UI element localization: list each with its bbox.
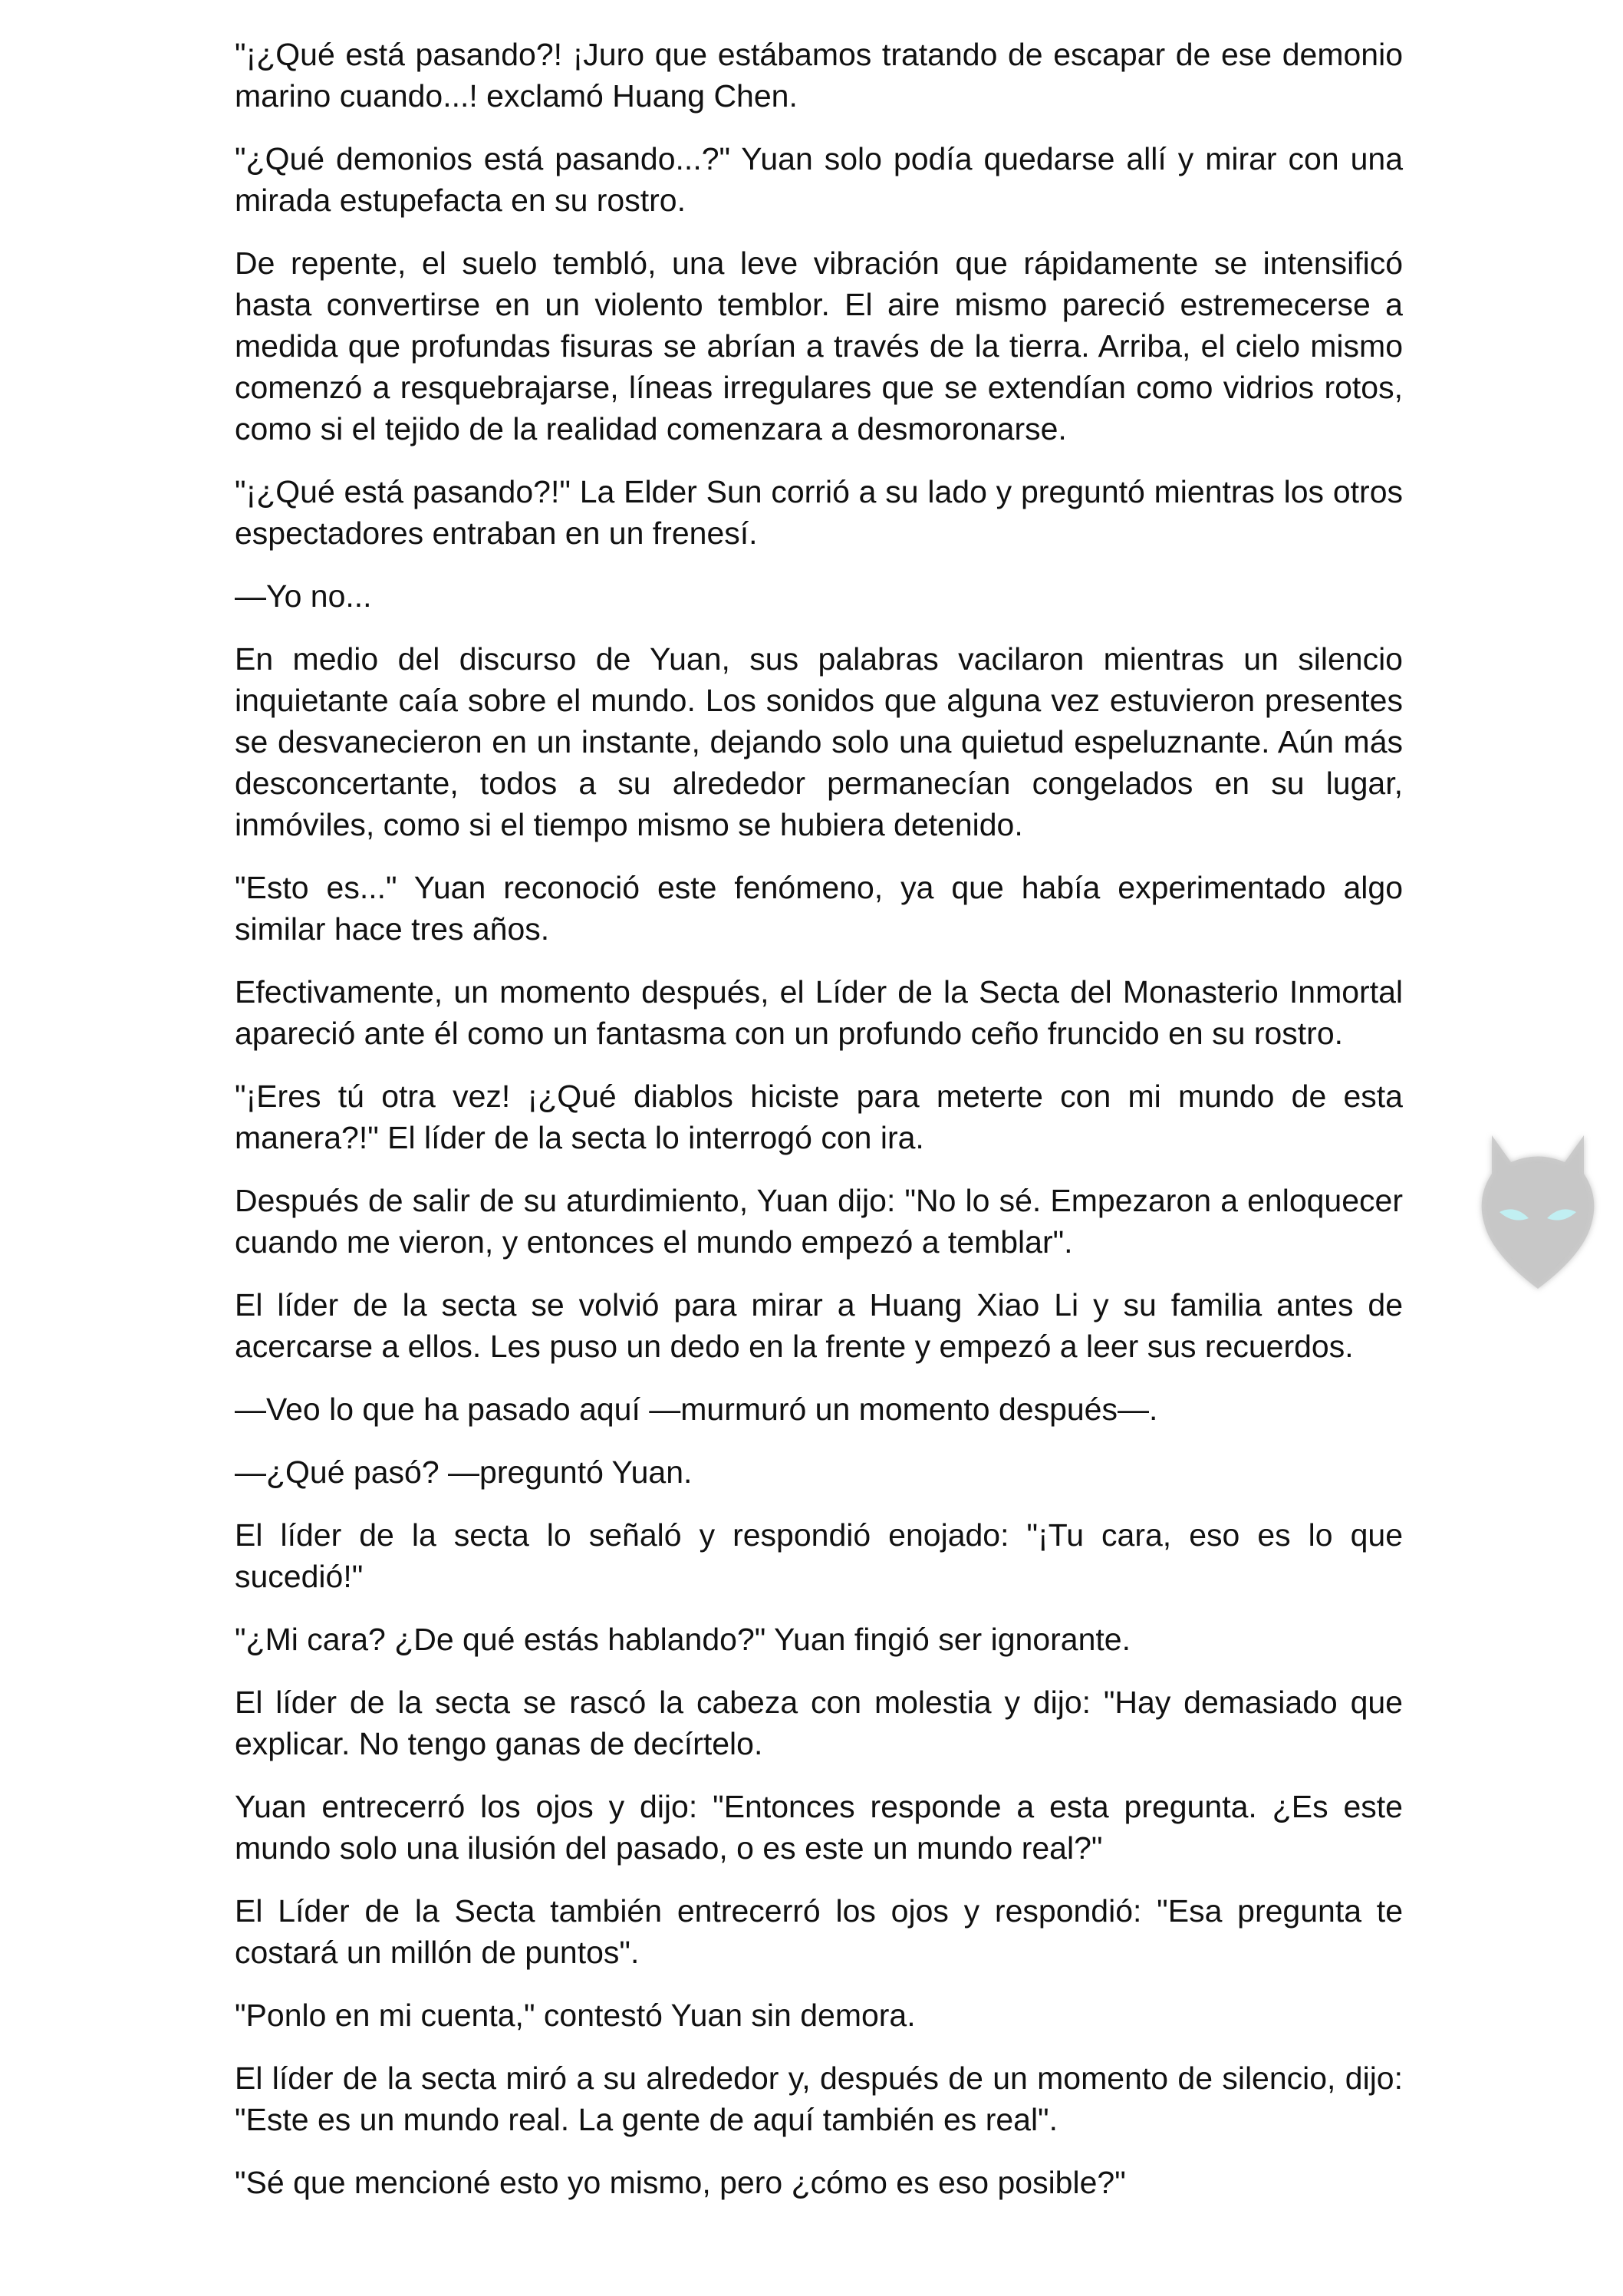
paragraph: Yuan entrecerró los ojos y dijo: "Entonces responde a esta pregunta. ¿Es este mundo solo una ilusión del pasado, o es este un mundo real?" — [235, 1789, 1403, 1866]
document-body — [235, 34, 1403, 2225]
paragraph: "Ponlo en mi cuenta," contestó Yuan sin demora. — [235, 1998, 916, 2033]
paragraph: De repente, el suelo tembló, una leve vibración que rápidamente se intensificó hasta convertirse en un violento temblor. El aire mismo pareció estremecerse a medida que profundas fisuras se abrían a través de la tierra. Arriba, el cielo mismo comenzó a resquebrajarse, líneas irregulares que se extendían como vidrios rotos, como si el tejido de la realidad comenzara a desmoronarse. — [235, 245, 1403, 446]
paragraph: El líder de la secta lo señaló y respondió enojado: "¡Tu cara, eso es lo que sucedió!" — [235, 1517, 1403, 1594]
paragraph: El líder de la secta se volvió para mirar a Huang Xiao Li y su familia antes de acercarse a ellos. Les puso un dedo en la frente y empezó a leer sus recuerdos. — [235, 1287, 1403, 1364]
paragraph: —Yo no... — [235, 578, 372, 614]
paragraph: "¡¿Qué está pasando?! ¡Juro que estábamos tratando de escapar de ese demonio marino cuando...! exclamó Huang Chen. — [235, 37, 1403, 114]
paragraph: "Esto es..." Yuan reconoció este fenómeno, ya que había experimentado algo similar hace tres años. — [235, 870, 1403, 947]
paragraph: "Sé que mencioné esto yo mismo, pero ¿cómo es eso posible?" — [235, 2165, 1126, 2200]
paragraph: El líder de la secta se rascó la cabeza con molestia y dijo: "Hay demasiado que explicar. No tengo ganas de decírtelo. — [235, 1685, 1403, 1761]
paragraph: —¿Qué pasó? —preguntó Yuan. — [235, 1454, 693, 1490]
demon-head-icon — [1469, 1128, 1607, 1296]
paragraph: El Líder de la Secta también entrecerró los ojos y respondió: "Esa pregunta te costará un millón de puntos". — [235, 1893, 1403, 1970]
paragraph: En medio del discurso de Yuan, sus palabras vacilaron mientras un silencio inquietante caía sobre el mundo. Los sonidos que alguna vez estuvieron presentes se desvanecieron en un instante, dejando solo una quietud espeluznante. Aún más desconcertante, todos a su alrededor permanecían congelados en su lugar, inmóviles, como si el tiempo mismo se hubiera detenido. — [235, 641, 1403, 842]
paragraph: Después de salir de su aturdimiento, Yuan dijo: "No lo sé. Empezaron a enloquecer cuando me vieron, y entonces el mundo empezó a temblar". — [235, 1183, 1403, 1260]
paragraph: El líder de la secta miró a su alrededor y, después de un momento de silencio, dijo: "Este es un mundo real. La gente de aquí también es real". — [235, 2060, 1403, 2137]
paragraph: "¿Qué demonios está pasando...?" Yuan solo podía quedarse allí y mirar con una mirada estupefacta en su rostro. — [235, 141, 1403, 218]
paragraph: —Veo lo que ha pasado aquí —murmuró un momento después—. — [235, 1392, 1158, 1427]
paragraph: Efectivamente, un momento después, el Líder de la Secta del Monasterio Inmortal apareció ante él como un fantasma con un profundo ceño fruncido en su rostro. — [235, 974, 1403, 1051]
paragraph: "¡¿Qué está pasando?!" La Elder Sun corrió a su lado y preguntó mientras los otros espectadores entraban en un frenesí. — [235, 474, 1403, 551]
paragraph: "¿Mi cara? ¿De qué estás hablando?" Yuan fingió ser ignorante. — [235, 1622, 1131, 1657]
paragraph: "¡Eres tú otra vez! ¡¿Qué diablos hiciste para meterte con mi mundo de esta manera?!" El líder de la secta lo interrogó con ira. — [235, 1079, 1403, 1155]
